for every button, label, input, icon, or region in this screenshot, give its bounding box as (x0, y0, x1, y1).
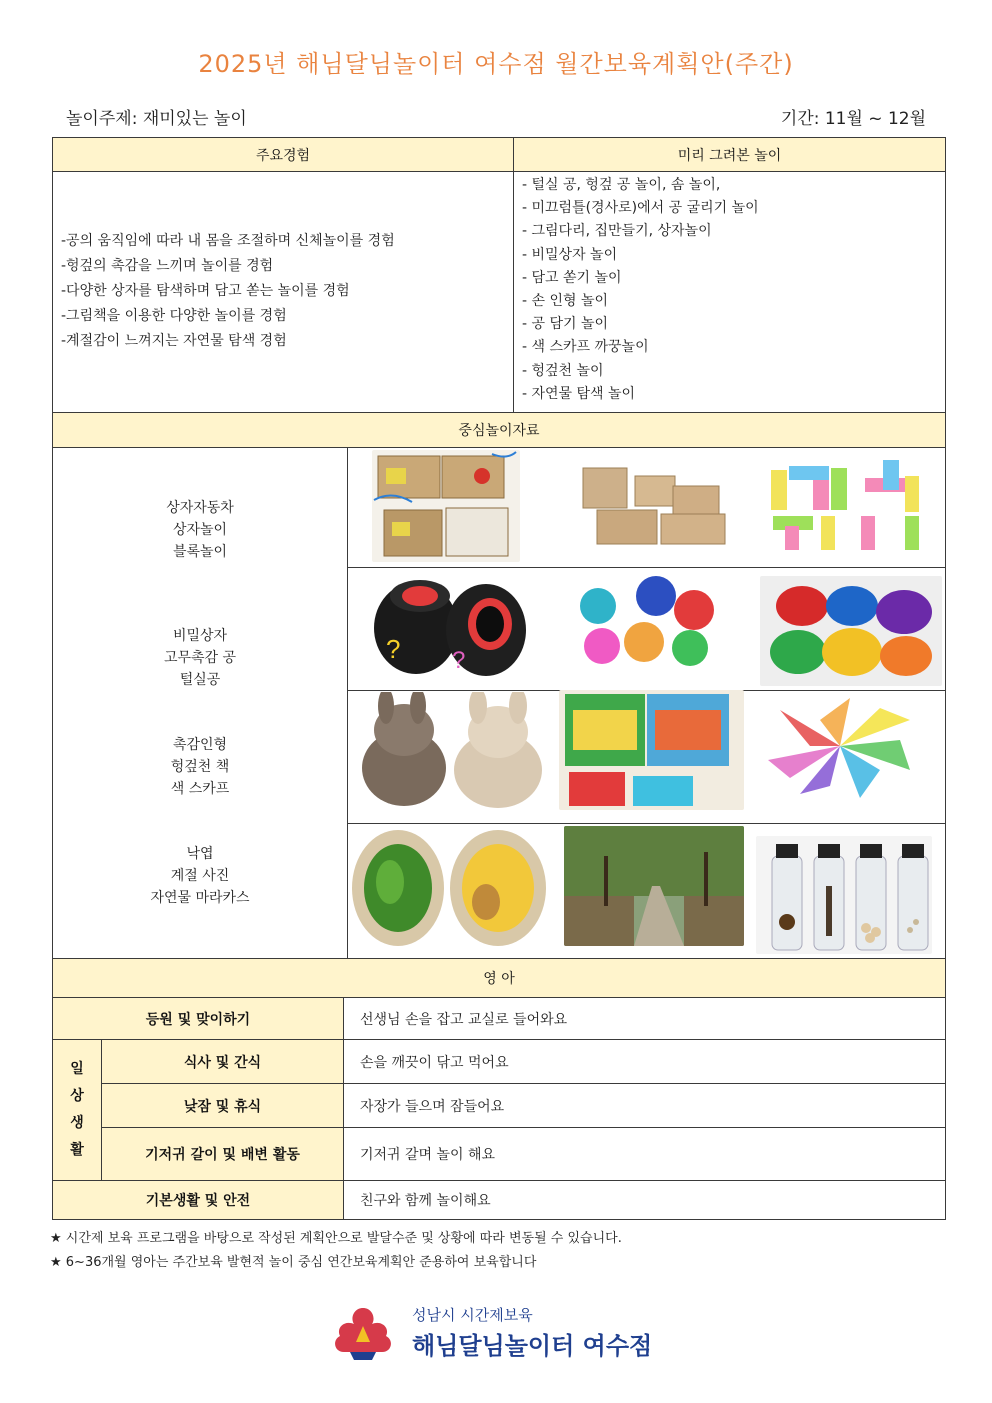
color-scarf-photo (760, 690, 920, 802)
experience-list (61, 229, 395, 354)
material-label: 상자놀이 (172, 522, 228, 538)
season-photo (564, 826, 744, 946)
side-char: 상 (70, 1088, 84, 1104)
leaves-photo (350, 826, 548, 950)
yarn-balls-photo (760, 576, 942, 686)
planned-item: - 담고 쏟기 놀이 (522, 269, 622, 286)
material-label: 계절 사진 (170, 868, 230, 884)
material-label: 색 스카프 (170, 781, 230, 797)
experience-cell (52, 171, 514, 413)
planned-item: - 그림다리, 집만들기, 상자놀이 (522, 223, 712, 240)
experience-item: -계절감이 느껴지는 자연물 탐색 경험 (61, 333, 287, 349)
planned-cell (513, 171, 946, 413)
page-title: 2025년 해님달님놀이터 여수점 월간보육계획안(주간) (198, 50, 794, 78)
infant-header: 영 아 (52, 958, 946, 998)
planned-item: - 자연물 탐색 놀이 (522, 385, 636, 402)
box-car-photo (372, 450, 520, 562)
daily-life-label (52, 1039, 102, 1181)
side-char: 생 (70, 1115, 84, 1131)
planned-item: - 미끄럼틀(경사로)에서 공 굴리기 놀이 (522, 200, 759, 217)
meal-text: 손을 깨끗이 닦고 먹어요 (343, 1039, 946, 1084)
block-photo (765, 456, 923, 554)
experience-header: 주요경험 (52, 137, 514, 172)
planned-item: - 색 스카프 까꿍놀이 (522, 339, 649, 356)
cloth-book-photo (559, 690, 744, 810)
material-label: 고무촉감 공 (163, 650, 237, 666)
experience-item: -헝겊의 촉감을 느끼며 놀이를 경험 (61, 258, 274, 274)
svg-text:?: ? (386, 634, 401, 664)
material-group-3 (52, 727, 348, 807)
secret-box-photo (368, 574, 530, 682)
note-line: ★ 6~36개월 영아는 주간보육 발현적 놀이 중심 연간보육계획안 준용하여 보육합니다 (50, 1255, 537, 1270)
note-line: ★ 시간제 보육 프로그램을 바탕으로 작성된 계획안으로 발달수준 및 상황에 따라 변동될 수 있습니다. (50, 1231, 622, 1246)
cardboard-boxes-photo (573, 458, 733, 550)
material-label: 비밀상자 (172, 628, 228, 644)
planned-item: - 손 인형 놀이 (522, 293, 609, 310)
nap-text: 자장가 들으며 잠들어요 (343, 1083, 946, 1128)
diaper-text: 기저귀 갈며 놀이 해요 (343, 1127, 946, 1181)
logo-title: 해님달님놀이터 여수점 (412, 1332, 653, 1360)
planned-header: 미리 그려본 놀이 (513, 137, 946, 172)
planned-item: - 털실 공, 헝겊 공 놀이, 솜 놀이, (522, 177, 721, 193)
arrival-label: 등원 및 맞이하기 (52, 997, 344, 1040)
arrival-text: 선생님 손을 잡고 교실로 들어와요 (343, 997, 946, 1040)
planned-list (522, 174, 759, 406)
material-label: 낙엽 (186, 846, 214, 862)
material-group-4 (52, 836, 348, 916)
sensory-balls-photo (572, 572, 730, 670)
period: 기간: 11월 ~ 12월 (780, 109, 926, 129)
material-group-2 (52, 618, 348, 698)
material-label: 상자자동차 (166, 500, 234, 516)
maracas-photo (756, 836, 932, 954)
material-label: 촉감인형 (172, 737, 228, 753)
city-emblem-icon (328, 1302, 398, 1362)
safety-text: 친구와 함께 놀이해요 (343, 1180, 946, 1220)
safety-label: 기본생활 및 안전 (52, 1180, 344, 1220)
row-divider (347, 823, 946, 824)
material-label: 헝겊천 책 (170, 759, 230, 775)
experience-item: -공의 움직임에 따라 내 몸을 조절하며 신체놀이를 경험 (61, 233, 395, 249)
material-label: 털실공 (179, 672, 221, 688)
material-label: 자연물 마라카스 (150, 890, 250, 906)
side-char: 일 (70, 1061, 84, 1077)
logo-subtitle: 성남시 시간제보육 (412, 1306, 533, 1324)
side-char: 활 (70, 1142, 84, 1158)
planned-item: - 비밀상자 놀이 (522, 246, 618, 263)
diaper-label: 기저귀 갈이 및 배변 활동 (101, 1127, 344, 1181)
nap-label: 낮잠 및 휴식 (101, 1083, 344, 1128)
material-label: 블록놀이 (172, 544, 228, 560)
experience-item: -그림책을 이용한 다양한 놀이를 경험 (61, 308, 287, 324)
meal-label: 식사 및 간식 (101, 1039, 344, 1084)
experience-item: -다양한 상자를 탐색하며 담고 쏟는 놀이를 경험 (61, 283, 350, 299)
material-group-1 (52, 490, 348, 570)
planned-item: - 헝겊천 놀이 (522, 362, 604, 379)
logo (328, 1302, 708, 1362)
play-theme: 놀이주제: 재미있는 놀이 (66, 109, 247, 129)
plush-dolls-photo (352, 692, 552, 810)
row-divider (347, 567, 946, 568)
materials-header: 중심놀이자료 (52, 412, 946, 448)
svg-text:?: ? (452, 647, 466, 674)
planned-item: - 공 담기 놀이 (522, 316, 609, 333)
